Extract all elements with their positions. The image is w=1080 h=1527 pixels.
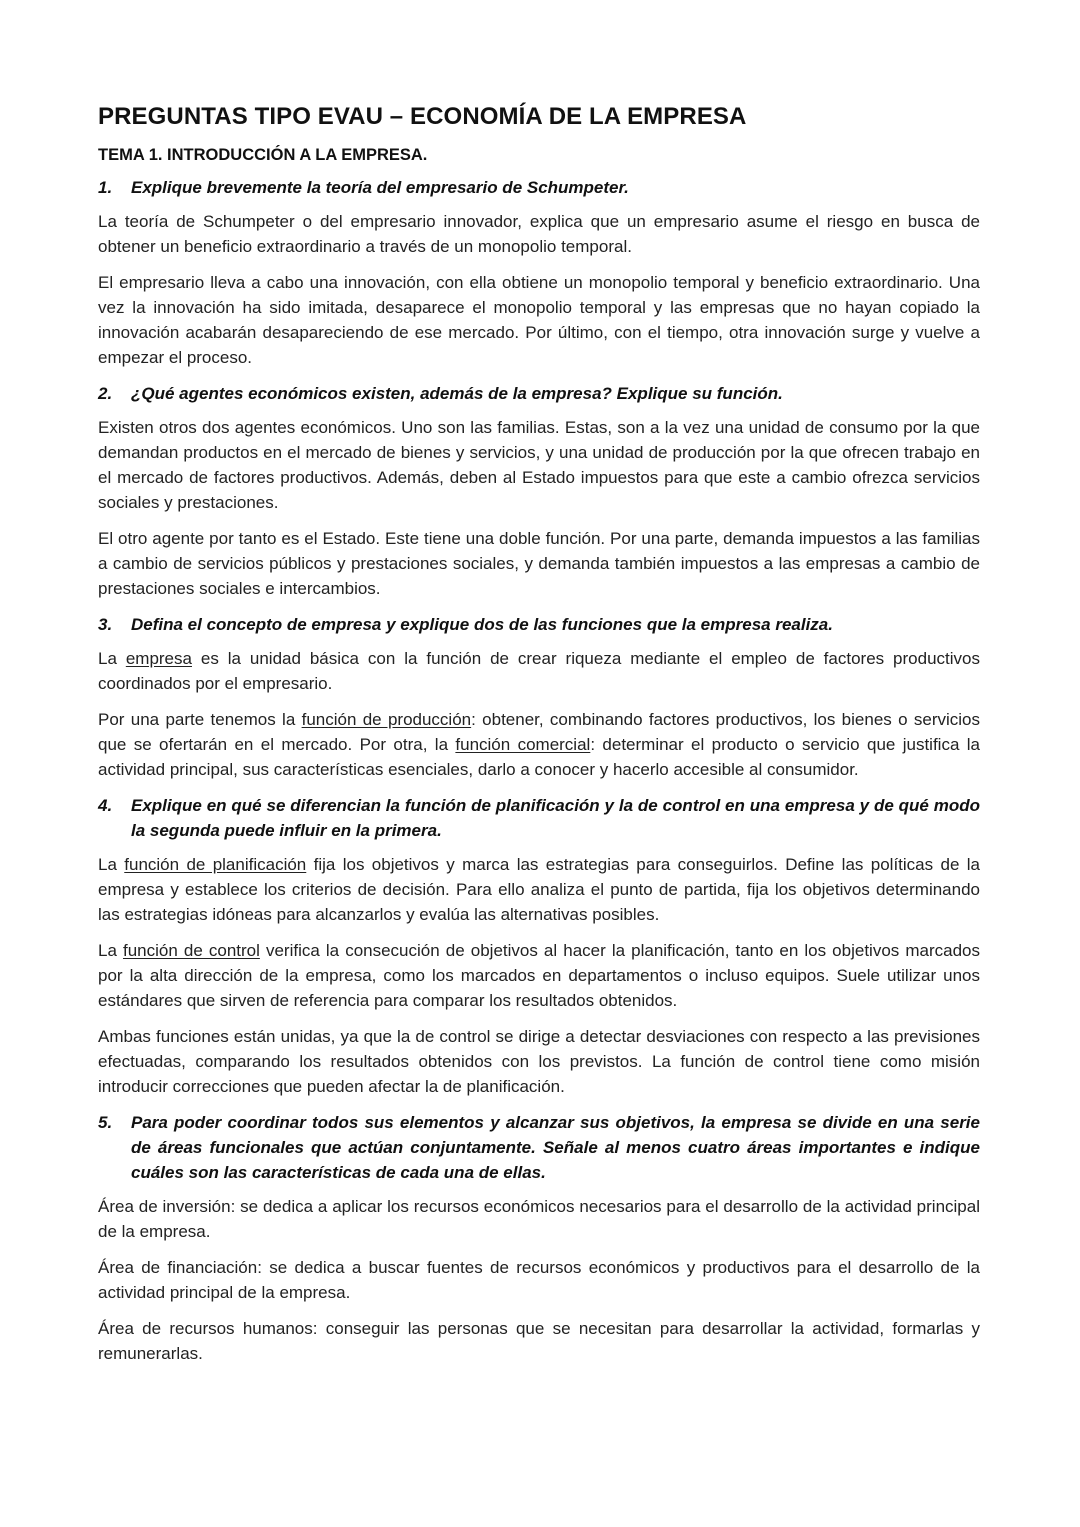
question-1 xyxy=(98,175,980,200)
text-run: La xyxy=(98,941,123,960)
text-run: : obtener, combinando factores productivos, los bienes o servicios que se ofertarán en el mercado. Por otra, la xyxy=(98,710,980,754)
question-number: 3. xyxy=(98,615,113,634)
answer-paragraph: El empresario lleva a cabo una innovación, con ella obtiene un monopolio temporal y beneficio extraordinario. Una vez la innovación ha sido imitada, desaparece el monopolio temporal y las empresas que no hayan copiado la innovación acabarán desapareciendo de ese mercado. Por último, con el tiempo, otra innovación surge y vuelve a empezar el proceso. xyxy=(98,273,980,367)
underlined-term: función de control xyxy=(122,941,260,960)
section-heading: TEMA 1. INTRODUCCIÓN A LA EMPRESA. xyxy=(98,146,428,164)
underlined-term: función de planificación xyxy=(124,855,307,874)
answer-paragraph xyxy=(98,852,980,927)
question-text: ¿Qué agentes económicos existen, además de la empresa? Explique su función. xyxy=(131,384,783,403)
question-5 xyxy=(98,1110,980,1185)
question-text: Explique brevemente la teoría del empresario de Schumpeter. xyxy=(131,178,629,197)
question-3 xyxy=(98,612,980,637)
text-run: verifica la consecución de objetivos al hacer la planificación, tanto en los objetivos marcados por la alta dirección de la empresa, como los marcados en departamentos o incluso equipos. Suele utilizar unos estándares que sirven de referencia para comparar los resultados obtenidos. xyxy=(98,941,980,1010)
answer-paragraph xyxy=(98,646,980,696)
answer-paragraph: Área de recursos humanos: conseguir las personas que se necesitan para desarrollar la actividad, formarlas y remunerarlas. xyxy=(98,1319,980,1363)
text-run: La xyxy=(98,649,126,668)
text-run: es la unidad básica con la función de crear riqueza mediante el empleo de factores productivos coordinados por el empresario. xyxy=(98,649,980,693)
underlined-term: empresa xyxy=(125,649,192,668)
question-number: 2. xyxy=(98,384,113,403)
text-run: Por una parte tenemos la xyxy=(98,710,302,729)
text-run: fija los objetivos y marca las estrategias para conseguirlos. Define las políticas de la empresa y establece los criterios de decisión. Para ello analiza el punto de partida, fija los objetivos determinando las estrategias idóneas para alcanzarlos y evalúa las alternativas posibles. xyxy=(98,855,980,924)
question-number: 4. xyxy=(98,796,113,815)
question-2 xyxy=(98,381,980,406)
answer-paragraph: El otro agente por tanto es el Estado. Este tiene una doble función. Por una parte, demanda impuestos a las familias a cambio de servicios públicos y prestaciones sociales, y demanda también impuestos a las empresas a cambio de prestaciones sociales e intercambios. xyxy=(98,529,980,598)
question-number: 5. xyxy=(98,1113,113,1132)
document-title: PREGUNTAS TIPO EVAU – ECONOMÍA DE LA EMPRESA xyxy=(98,103,747,130)
text-run: La xyxy=(98,855,125,874)
answer-paragraph: La teoría de Schumpeter o del empresario innovador, explica que un empresario asume el riesgo en busca de obtener un beneficio extraordinario a través de un monopolio temporal. xyxy=(98,212,980,256)
text-run: : determinar el producto o servicio que justifica la actividad principal, sus características esenciales, darlo a conocer y hacerlo accesible al consumidor. xyxy=(98,735,981,779)
underlined-term: función de producción xyxy=(301,710,472,729)
answer-paragraph: Área de financiación: se dedica a buscar fuentes de recursos económicos y productivos para el desarrollo de la actividad principal de la empresa. xyxy=(98,1258,980,1302)
question-text: Explique en qué se diferencian la función de planificación y la de control en una empresa y de qué modo la segunda puede influir en la primera. xyxy=(131,796,980,840)
question-4 xyxy=(98,793,980,843)
answer-paragraph: Área de inversión: se dedica a aplicar los recursos económicos necesarios para el desarrollo de la actividad principal de la empresa. xyxy=(98,1197,980,1241)
answer-paragraph xyxy=(98,707,980,782)
underlined-term: función comercial xyxy=(455,735,591,754)
answer-paragraph: Ambas funciones están unidas, ya que la de control se dirige a detectar desviaciones con respecto a las previsiones efectuadas, comparando los resultados obtenidos con los previstos. La función de control tiene como misión introducir correcciones que pueden afectar la de planificación. xyxy=(98,1027,980,1096)
answer-paragraph: Existen otros dos agentes económicos. Uno son las familias. Estas, son a la vez una unidad de consumo por la que demandan productos en el mercado de bienes y servicios, y una unidad de producción por la que ofrecen trabajo en el mercado de factores productivos. Además, deben al Estado impuestos para que este a cambio ofrezca servicios sociales y prestaciones. xyxy=(98,418,980,512)
question-text: Para poder coordinar todos sus elementos y alcanzar sus objetivos, la empresa se divide en una serie de áreas funcionales que actúan conjuntamente. Señale al menos cuatro áreas importantes e indique cuáles son las características de cada una de ellas. xyxy=(131,1113,980,1182)
question-text: Defina el concepto de empresa y explique dos de las funciones que la empresa realiza. xyxy=(131,615,833,634)
question-number: 1. xyxy=(98,178,113,197)
answer-paragraph xyxy=(98,938,980,1013)
